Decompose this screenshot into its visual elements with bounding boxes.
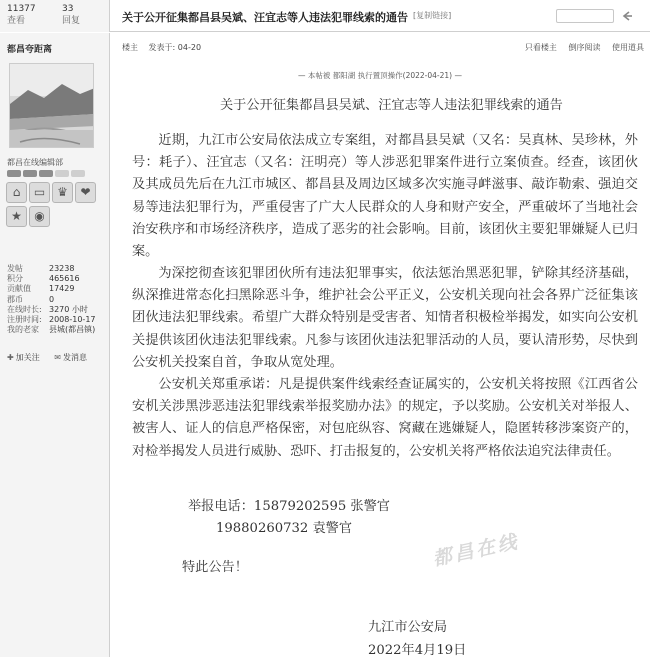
stat-value: 2008-10-17: [49, 315, 96, 325]
stat-value: 县城(都昌镇): [49, 325, 96, 335]
stat-label: 在线时长:: [7, 304, 42, 314]
replies-count: 33: [62, 4, 74, 14]
envelope-icon: ✉: [54, 353, 61, 362]
user-stat-row: [7, 325, 96, 335]
stat-value: 465616: [49, 274, 80, 284]
post-meta: [122, 42, 209, 53]
home-icon[interactable]: ⌂: [6, 182, 27, 203]
author-actions: [7, 352, 99, 363]
level-segment: [23, 170, 37, 177]
avatar[interactable]: [9, 63, 94, 148]
back-arrow-icon[interactable]: [620, 9, 634, 23]
user-stat-row: [7, 305, 96, 315]
thread-stats: [0, 0, 110, 32]
add-friend-button[interactable]: [7, 352, 46, 363]
article-paragraph: 为深挖彻查该犯罪团伙所有违法犯罪事实，依法惩治黑恶犯罪，铲除其经济基础，纵深推进常态化扫黑除恶斗争，维护社会公平正义，公安机关现向社会各界广泛征集该团伙违法犯罪线索。希望广大群众特别是受害者、知情者积极检举揭发，如实向公安机关提供该团伙违法犯罪线索。凡参与该团伙违法犯罪活动的人员，要认清形势，尽快到公安机关投案自首，争取从宽处理。: [132, 266, 638, 370]
closing-notice: 特此公告！: [182, 560, 248, 575]
stat-value: 3270 小时: [49, 304, 88, 314]
issuer-signature: 九江市公安局: [368, 620, 448, 635]
stat-label: 注册时间:: [7, 315, 42, 325]
hotline-2: 19880260732 袁警官: [216, 521, 353, 536]
post-date: 发表于: 04-20: [148, 43, 202, 52]
moderation-note: — 本帖被 都阳湖 执行置顶操作(2022-04-21) —: [298, 71, 462, 80]
hotline-1: 举报电话：15879202595 张警官: [188, 499, 390, 514]
stat-label: 我的老家: [7, 325, 39, 335]
site-watermark: 都昌在线: [430, 530, 522, 571]
stat-label: 郡币: [7, 294, 23, 304]
plus-icon: ✚: [7, 353, 14, 362]
views-stat: [7, 4, 36, 27]
article-title: 关于公开征集都昌县吴斌、汪宜志等人违法犯罪线索的通告: [220, 98, 563, 113]
page-jump-input[interactable]: [556, 9, 614, 23]
user-group: 都昌在线编辑部: [7, 158, 63, 167]
views-count: 11377: [7, 4, 36, 14]
camera-icon[interactable]: ◉: [29, 206, 50, 227]
stat-value: 17429: [49, 284, 75, 294]
heart-icon[interactable]: ❤: [75, 182, 96, 203]
stat-label: 贡献值: [7, 284, 31, 294]
send-message-label: 发消息: [62, 353, 87, 362]
user-stat-row: [7, 264, 96, 274]
user-stat-row: [7, 295, 96, 305]
issue-date: 2022年4月19日: [368, 643, 467, 657]
stat-value: 0: [49, 294, 55, 304]
level-segment: [55, 170, 69, 177]
floor-label: 楼主: [122, 43, 138, 52]
level-stars: [7, 170, 87, 177]
level-segment: [7, 170, 21, 177]
use-tools-link[interactable]: 使用道具: [612, 43, 644, 52]
only-author-link[interactable]: 只看楼主: [524, 43, 557, 52]
reverse-order-link[interactable]: 倒序阅读: [568, 43, 601, 52]
replies-label: 回复: [62, 16, 81, 26]
copy-link-button[interactable]: [复制链接]: [413, 11, 452, 20]
level-segment: [71, 170, 85, 177]
thread-header: [0, 0, 650, 32]
level-segment: [39, 170, 53, 177]
add-friend-label: 加关注: [15, 353, 40, 362]
user-stat-row: [7, 315, 96, 325]
user-stat-row: [7, 274, 96, 284]
medal-list: [6, 182, 102, 230]
tv-icon[interactable]: ▭: [29, 182, 50, 203]
star-icon[interactable]: ★: [6, 206, 27, 227]
author-panel: [0, 33, 110, 657]
views-label: 查看: [7, 16, 26, 26]
crown-icon[interactable]: ♛: [52, 182, 73, 203]
author-username[interactable]: 都昌夸距离: [7, 45, 53, 55]
send-message-button[interactable]: [54, 352, 93, 363]
stat-label: 发帖: [7, 264, 23, 273]
user-stat-row: [7, 284, 96, 294]
thread-title: 关于公开征集都昌县吴斌、汪宜志等人违法犯罪线索的通告: [122, 11, 408, 24]
stat-value[interactable]: 23238: [49, 264, 75, 273]
post-tools: [516, 42, 644, 53]
article-paragraph: 公安机关郑重承诺：凡是提供案件线索经查证属实的，公安机关将按照《江西省公安机关涉黑涉恶违法犯罪线索举报奖励办法》的规定，予以奖励。公安机关对举报人、被害人、证人的信息严格保密，对包庇纵容、窝藏在逃嫌疑人，隐匿转移涉案资产的，对检举揭发人员进行威胁、恐吓、打击报复的，公安机关将严格依法追究法律责任。: [132, 377, 638, 459]
replies-stat: [62, 4, 80, 27]
stat-label: 积分: [7, 274, 23, 284]
article-paragraph: 近期，九江市公安局依法成立专案组，对都昌县吴斌（又名：吴真林、吴珍林，外号：耗子）、汪宜志（又名：汪明亮）等人涉恶犯罪案件进行立案侦查。经查，该团伙及其成员先后在九江市城区、都昌县及周边区域多次实施寻衅滋事、敲诈勒索、强迫交易等违法犯罪行为，严重侵害了广大人民群众的人身和财产安全，严重破坏了当地社会治安秩序和市场经济秩序，造成了恶劣的社会影响。目前，该团伙主要犯罪嫌疑人已归案。: [132, 133, 638, 260]
user-stats: [7, 264, 96, 335]
